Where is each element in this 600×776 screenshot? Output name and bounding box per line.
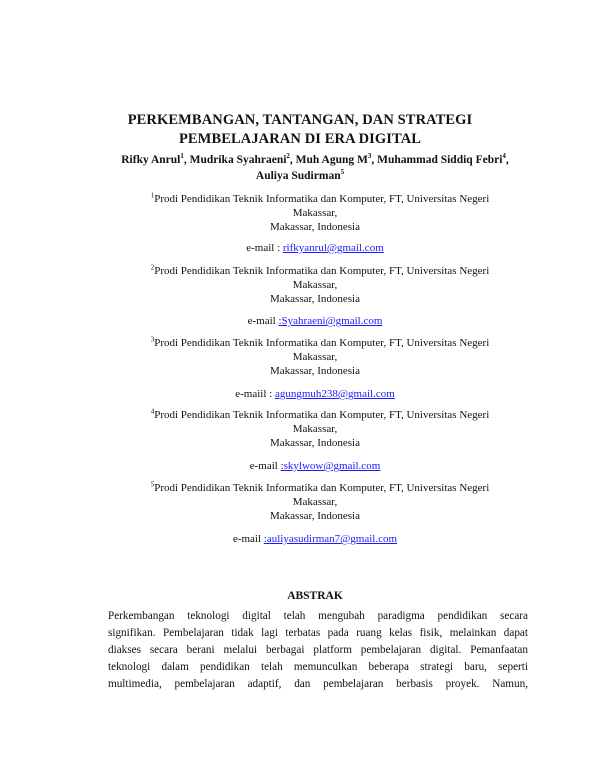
affiliation-2-line-2: Makassar, [292, 279, 338, 291]
affiliation-number: 4 [150, 407, 155, 416]
affiliation-number: 2 [150, 263, 155, 272]
affiliation-3-line-3: Makassar, Indonesia [270, 365, 360, 377]
affiliation-5-line-1 [0, 481, 600, 496]
author-separator: , [371, 154, 378, 166]
affiliation-3-email [0, 387, 600, 402]
email-link[interactable]: rifkyanrul@gmail.com [282, 242, 384, 254]
author-name: Muh Agung M [295, 154, 368, 166]
email-label: e-mail [247, 315, 279, 327]
abstract-heading: ABSTRAK [287, 590, 343, 602]
abstract-line: teknologi dalam pendidikan telah memunculkan beberapa strategi baru, seperti [108, 661, 528, 673]
author-affiliation-marker: 1 [180, 152, 184, 161]
email-label: e-mail [249, 460, 281, 472]
author-name: Rifky Anrul [121, 154, 181, 166]
author-affiliation-marker: 4 [502, 152, 506, 161]
author-affiliation-marker: 5 [340, 168, 345, 177]
author-separator: , [289, 154, 296, 166]
affiliation-1-email [0, 241, 600, 256]
affiliation-text: Prodi Pendidikan Teknik Informatika dan Komputer, FT, Universitas Negeri [154, 482, 490, 494]
affiliation-1-line-3: Makassar, Indonesia [270, 221, 360, 233]
email-link[interactable]: :auliyasudirman7@gmail.com [263, 533, 398, 545]
author-separator: , [183, 154, 190, 166]
affiliation-number: 1 [150, 191, 155, 200]
author-affiliation-marker: 2 [286, 152, 290, 161]
affiliation-5-line-3: Makassar, Indonesia [270, 510, 360, 522]
affiliation-text: Prodi Pendidikan Teknik Informatika dan Komputer, FT, Universitas Negeri [154, 193, 490, 205]
affiliation-1-line-1 [0, 192, 600, 207]
email-label: e-mail [232, 533, 264, 545]
email-link[interactable]: :Syahraeni@gmail.com [278, 315, 383, 327]
abstract-line: diakses secara berani melalui berbagai platform pembelajaran digital. Pemanfaatan [108, 644, 528, 656]
affiliation-number: 3 [150, 335, 155, 344]
email-label: e-maiil : [235, 388, 275, 400]
author-name: Auliya Sudirman [255, 170, 341, 182]
affiliation-3-line-1 [0, 336, 600, 351]
abstract-body [108, 608, 528, 693]
affiliation-2-line-1 [0, 264, 600, 279]
affiliation-number: 5 [150, 480, 155, 489]
author-separator: , [505, 154, 509, 166]
affiliation-text: Prodi Pendidikan Teknik Informatika dan Komputer, FT, Universitas Negeri [154, 409, 490, 421]
affiliation-text: Prodi Pendidikan Teknik Informatika dan Komputer, FT, Universitas Negeri [154, 265, 490, 277]
affiliation-text: Prodi Pendidikan Teknik Informatika dan Komputer, FT, Universitas Negeri [154, 337, 490, 349]
affiliation-4-email [0, 459, 600, 474]
abstract-line: signifikan. Pembelajaran tidak lagi terbatas pada ruang kelas fisik, melainkan dapat [108, 627, 528, 639]
affiliation-4-line-3: Makassar, Indonesia [270, 437, 360, 449]
paper-title-line-1: PERKEMBANGAN, TANTANGAN, DAN STRATEGI [127, 112, 473, 128]
affiliation-1-line-2: Makassar, [292, 207, 338, 219]
affiliation-4-line-1 [0, 408, 600, 423]
affiliation-3-line-2: Makassar, [292, 351, 338, 363]
author-affiliation-marker: 3 [367, 152, 372, 161]
author-list-line-1 [0, 153, 600, 168]
affiliation-2-line-3: Makassar, Indonesia [270, 293, 360, 305]
paper-title-line-2: PEMBELAJARAN DI ERA DIGITAL [178, 131, 422, 147]
affiliation-5-line-2: Makassar, [292, 496, 338, 508]
author-name: Mudrika Syahraeni [189, 154, 287, 166]
affiliation-2-email [0, 314, 600, 329]
email-link[interactable]: :skylwow@gmail.com [280, 460, 381, 472]
abstract-line: Perkembangan teknologi digital telah mengubah paradigma pendidikan secara [108, 610, 528, 622]
author-name: Muhammad Siddiq Febri [377, 154, 503, 166]
affiliation-5-email [0, 532, 600, 547]
email-link[interactable]: agungmuh238@gmail.com [274, 388, 395, 400]
email-label: e-mail : [246, 242, 283, 254]
abstract-line: multimedia, pembelajaran adaptif, dan pembelajaran berbasis proyek. Namun, [108, 678, 528, 690]
affiliation-4-line-2: Makassar, [292, 423, 338, 435]
author-list-line-2 [0, 169, 600, 184]
